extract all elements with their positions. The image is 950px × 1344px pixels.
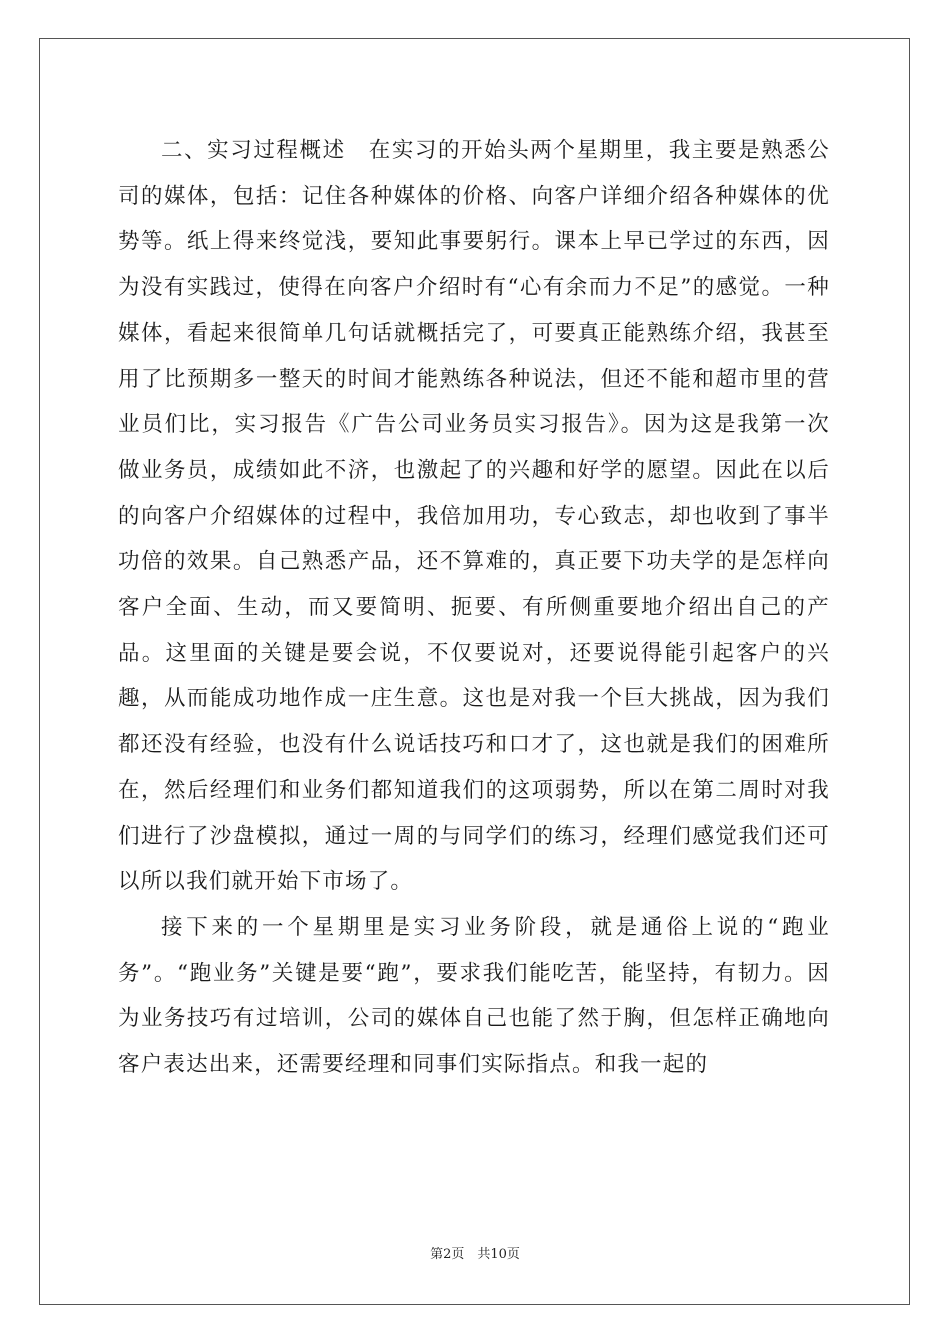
paragraph-business-practice: 接下来的一个星期里是实习业务阶段，就是通俗上说的“跑业务”。“跑业务”关键是要“跑”，要求我们能吃苦，能坚持，有韧力。因为业务技巧有过培训，公司的媒体自己也能了然于胸，但怎样正确地向客户表达出来，还需要经理和同事们实际指点。和我一起的 bbox=[118, 914, 830, 1078]
page-number-footer: 第2页 共10页 bbox=[430, 1247, 520, 1262]
document-body bbox=[118, 128, 830, 1088]
paragraph-internship-overview: 二、实习过程概述 在实习的开始头两个星期里，我主要是熟悉公司的媒体，包括：记住各种媒体的价格、向客户详细介绍各种媒体的优势等。纸上得来终觉浅，要知此事要躬行。课本上早已学过的东西，因为没有实践过，使得在向客户介绍时有“心有余而力不足”的感觉。一种媒体，看起来很简单几句话就概括完了，可要真正能熟练介绍，我甚至用了比预期多一整天的时间才能熟练各种说法，但还不能和超市里的营业员们比，实习报告《广告公司业务员实习报告》。因为这是我第一次做业务员，成绩如此不济，也激起了的兴趣和好学的愿望。因此在以后的向客户介绍媒体的过程中，我倍加用功，专心致志，却也收到了事半功倍的效果。自己熟悉产品，还不算难的，真正要下功夫学的是怎样向客户全面、生动，而又要简明、扼要、有所侧重要地介绍出自己的产品。这里面的关键是要会说，不仅要说对，还要说得能引起客户的兴趣，从而能成功地作成一庄生意。这也是对我一个巨大挑战，因为我们都还没有经验，也没有什么说话技巧和口才了，这也就是我们的困难所在，然后经理们和业务们都知道我们的这项弱势，所以在第二周时对我们进行了沙盘模拟，通过一周的与同学们的练习，经理们感觉我们还可以所以我们就开始下市场了。 bbox=[118, 138, 830, 895]
